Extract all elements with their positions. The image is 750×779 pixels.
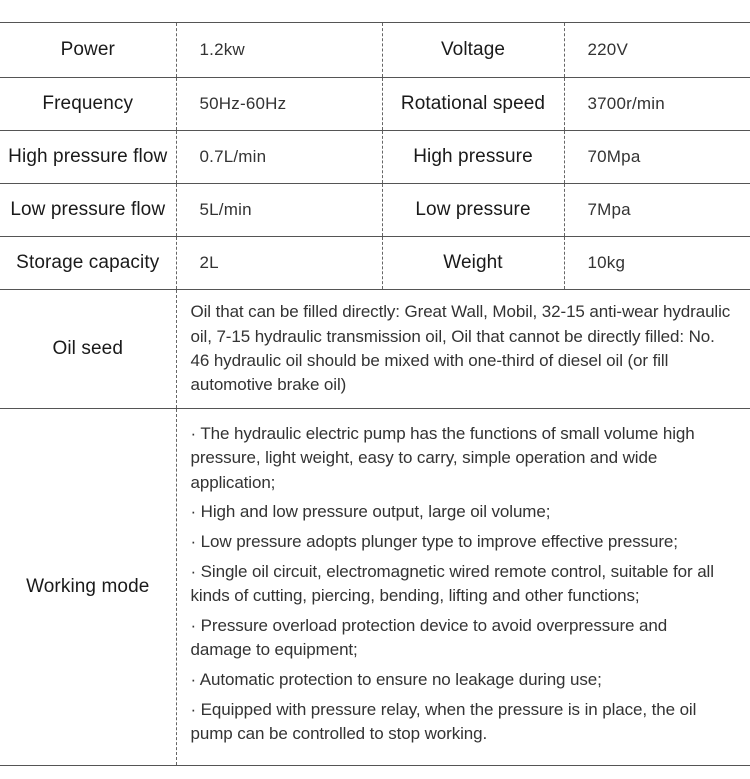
spec-row — [0, 78, 750, 131]
spec-value: 0.7L/min — [176, 131, 382, 184]
working-mode-list — [191, 422, 733, 747]
spec-label: Frequency — [0, 78, 176, 131]
list-item: · High and low pressure output, large oil volume; — [190, 502, 551, 522]
spec-label: High pressure flow — [0, 131, 176, 184]
list-item: · Single oil circuit, electromagnetic wired remote control, suitable for all kinds of cutting, piercing, bending, lifting and other functions; — [190, 561, 714, 606]
spec-value: 50Hz-60Hz — [176, 78, 382, 131]
spec-value: 220V — [564, 23, 750, 78]
spec-label: Voltage — [382, 23, 564, 78]
spec-label: Power — [0, 23, 176, 78]
spec-row — [0, 23, 750, 78]
spec-value: 3700r/min — [564, 78, 750, 131]
spec-value: 70Mpa — [564, 131, 750, 184]
working-mode-label: Working mode — [0, 409, 176, 766]
spec-label: Low pressure flow — [0, 184, 176, 237]
oil-seed-label: Oil seed — [0, 290, 176, 409]
oil-seed-row — [0, 290, 750, 409]
spec-row — [0, 184, 750, 237]
spec-row — [0, 237, 750, 290]
working-mode-content — [176, 409, 750, 766]
spec-value: 1.2kw — [176, 23, 382, 78]
list-item: · Low pressure adopts plunger type to improve effective pressure; — [190, 532, 678, 552]
list-item: · The hydraulic electric pump has the functions of small volume high pressure, light weight, easy to carry, simple operation and wide application; — [190, 423, 695, 492]
spec-row — [0, 131, 750, 184]
list-item: · Pressure overload protection device to avoid overpressure and damage to equipment; — [190, 616, 668, 660]
spec-value: 2L — [176, 237, 382, 290]
list-item: · Equipped with pressure relay, when the pressure is in place, the oil pump can be controlled to stop working. — [190, 699, 697, 744]
spec-value: 5L/min — [176, 184, 382, 237]
spec-label: Rotational speed — [382, 78, 564, 131]
spec-table — [0, 22, 750, 766]
spec-label: Storage capacity — [0, 237, 176, 290]
spec-label: High pressure — [382, 131, 564, 184]
spec-label: Low pressure — [382, 184, 564, 237]
spec-value: 10kg — [564, 237, 750, 290]
spec-label: Weight — [382, 237, 564, 290]
list-item: · Automatic protection to ensure no leakage during use; — [190, 670, 602, 690]
oil-seed-text: Oil that can be filled directly: Great Wall, Mobil, 32-15 anti-wear hydraulic oil, 7-15 hydraulic transmission oil, Oil that cannot be directly filled: No. 46 hydraulic oil should be mixed with one-third of diesel oil (or fill automotive brake oil) — [176, 290, 750, 409]
working-mode-row — [0, 409, 750, 766]
spec-value: 7Mpa — [564, 184, 750, 237]
